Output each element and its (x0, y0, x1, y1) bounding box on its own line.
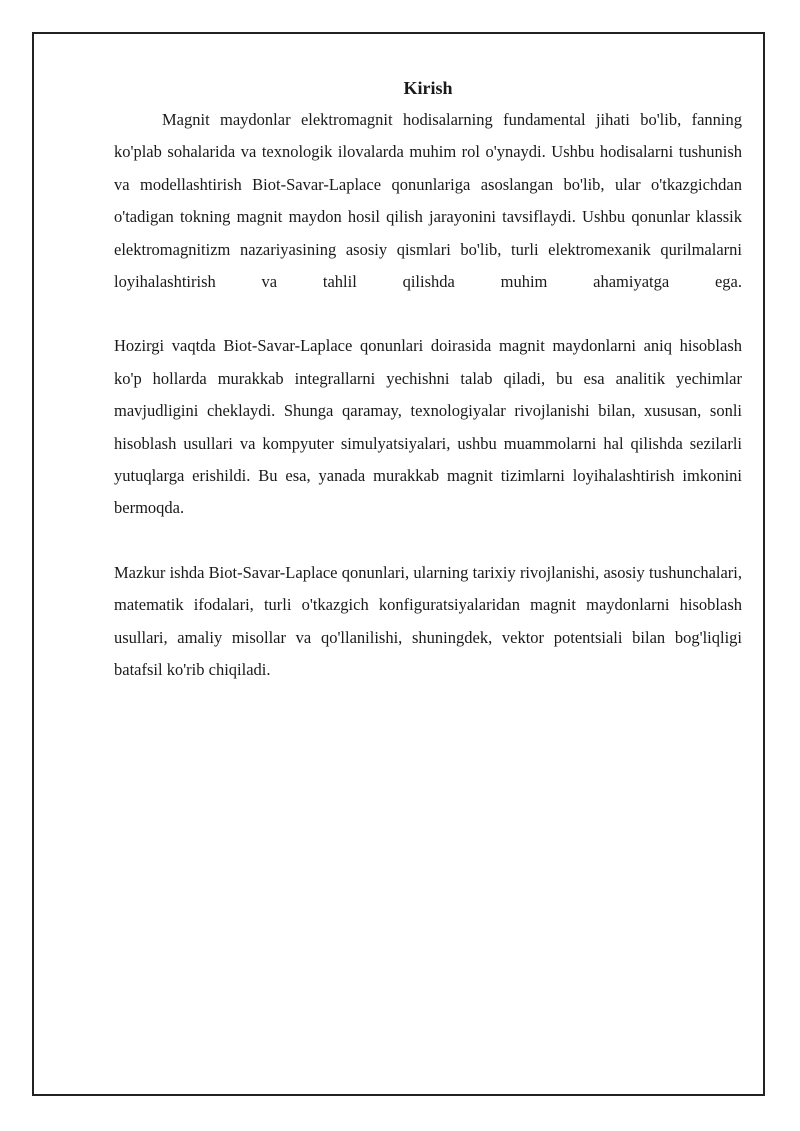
paragraph-3: Mazkur ishda Biot-Savar-Laplace qonunlari, ularning tarixiy rivojlanishi, asosiy tushunchalari, matematik ifodalari, turli o'tkazgich konfiguratsiyalaridan magnit maydonlarni hisoblash usullari, amaliy misollar va qo'llanilishi, shuningdek, vektor potentsiali bilan bog'liqligi batafsil ko'rib chiqiladi. (114, 562, 742, 680)
document-body (114, 76, 742, 687)
paragraph-gap (114, 298, 742, 330)
document-title: Kirish (403, 78, 453, 98)
paragraph-2: Hozirgi vaqtda Biot-Savar-Laplace qonunlari doirasida magnit maydonlarni aniq hisoblash ko'p hollarda murakkab integrallarni yechishni talab qiladi, bu esa analitik yechimlar mavjudligini cheklaydi. Shunga qaramay, texnologiyalar rivojlanishi bilan, xususan, sonli hisoblash usullari va kompyuter simulyatsiyalari, ushbu muammolarni hal qilishda sezilarli yutuqlarga erishildi. Bu esa, yanada murakkab magnit tizimlarni loyihalashtirish imkonini bermoqda. (114, 336, 742, 518)
paragraph-gap (114, 525, 742, 557)
paragraph-1: Magnit maydonlar elektromagnit hodisalarning fundamental jihati bo'lib, fanning ko'plab sohalarida va texnologik ilovalarda muhim rol o'ynaydi. Ushbu hodisalarni tushunish va modellashtirish Biot-Savar-Laplace qonunlariga asoslangan bo'lib, ular o'tkazgichdan o'tadigan tokning magnit maydon hosil qilish jarayonini tavsiflaydi. Ushbu qonunlar klassik elektromagnitizm nazariyasining asosiy qismlari bo'lib, turli elektromexanik qurilmalarni loyihalashtirish va tahlil qilishda muhim ahamiyatga ega. (114, 110, 742, 292)
